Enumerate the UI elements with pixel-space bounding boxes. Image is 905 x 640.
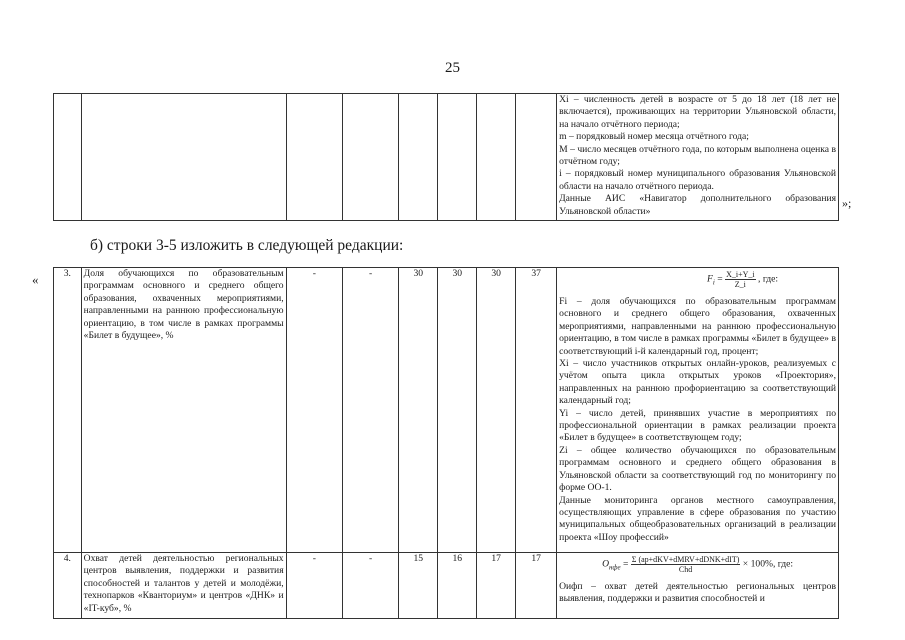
row-number: 4.	[54, 553, 82, 619]
value-cell: -	[342, 553, 398, 619]
value-cell: 17	[516, 553, 557, 619]
row-number: 3.	[54, 268, 82, 553]
method-line: Оифп – охват детей деятельностью региональных центров выявления, поддержки и развития способностей и	[559, 581, 836, 605]
page-number: 25	[445, 60, 460, 76]
method-cell	[557, 94, 839, 221]
method-line: Данные мониторинга органов местного самоуправления, осуществляющих управление в сфере образования по участию муниципальных общеобразовательных организаций в реализации проекта «Шоу профессий»	[559, 494, 836, 543]
value-cell: -	[342, 268, 398, 553]
value-cell: -	[286, 553, 342, 619]
method-line: m – порядковый номер месяца отчётного года;	[559, 131, 749, 143]
value-cell: 37	[516, 268, 557, 553]
value-cell: 30	[477, 268, 516, 553]
opening-quote: «	[32, 272, 39, 287]
closing-quote: »;	[842, 196, 852, 210]
section-heading: б) строки 3-5 изложить в следующей редакции:	[90, 237, 404, 254]
method-line: i – порядковый номер муниципального образования Ульяновской области на начало отчётного периода.	[559, 168, 836, 192]
value-cell: -	[286, 268, 342, 553]
value-cell: 30	[399, 268, 438, 553]
top-continuation-table	[53, 93, 839, 221]
value-cell: 17	[477, 553, 516, 619]
method-cell	[557, 268, 839, 553]
value-cell: 15	[399, 553, 438, 619]
name-cell	[81, 94, 286, 221]
indicator-name: Доля обучающихся по образовательным программам основного и среднего общего образования, охваченных мероприятиями, направленными на раннюю профессиональную ориентацию, в том числе в рамках программы «Билет в будущее», %	[81, 268, 286, 553]
formula: $O_{нфе}$ = $\frac{\text{Σ (ap+dKV+dMRV+dDNK+dIT)}}{\text{Chd}}$ × 100%, где:	[602, 555, 794, 574]
value-cell: 16	[438, 553, 477, 619]
table-row	[54, 268, 839, 553]
method-line: Xi – численность детей в возрасте от 5 до 18 лет (18 лет не включается), проживающих на территории Ульяновской области, на начало отчётного периода;	[559, 94, 836, 130]
method-line: Данные АИС «Навигатор дополнительного образования Ульяновской области»	[559, 193, 836, 217]
method-cell	[557, 553, 839, 619]
method-line: Fi – доля обучающихся по образовательным программам основного и среднего общего образования, охваченных мероприятиями, направленными на раннюю профессиональную ориентацию, в том числе в рамках программы «Билет в будущее» в соответствующий i-й календарный год, процент;	[559, 296, 836, 357]
value-cell: 30	[438, 268, 477, 553]
num-cell	[54, 94, 82, 221]
method-line: Xi – число участников открытых онлайн-уроков, реализуемых с учётом опыта цикла открытых уроков «Проектория», направленных на раннюю профориентацию за соответствующий календарный год;	[559, 358, 836, 407]
method-line: M – число месяцев отчётного года, по которым выполнена оценка в отчётном году;	[559, 143, 836, 168]
formula: $F_i$ = $\frac{X\_i+Y\_i}{Z\_i}$ , где:	[707, 270, 779, 289]
indicators-table	[53, 267, 839, 619]
method-line: Zi – общее количество обучающихся по образовательным программам основного и среднего общего образования в Ульяновской области за соответствующий год по мониторингу по форме ОО-1.	[559, 444, 836, 494]
indicator-name: Охват детей деятельностью региональных центров выявления, поддержки и развития способностей и талантов у детей и молодёжи, технопарков «Кванториум» и центров «ДНК» и «IT-куб», %	[81, 553, 286, 619]
table-row	[54, 553, 839, 619]
method-line: Yi – число детей, принявших участие в мероприятиях по профессиональной ориентации в рамках реализации проекта «Билет в будущее» в соответствующем году;	[559, 407, 836, 444]
